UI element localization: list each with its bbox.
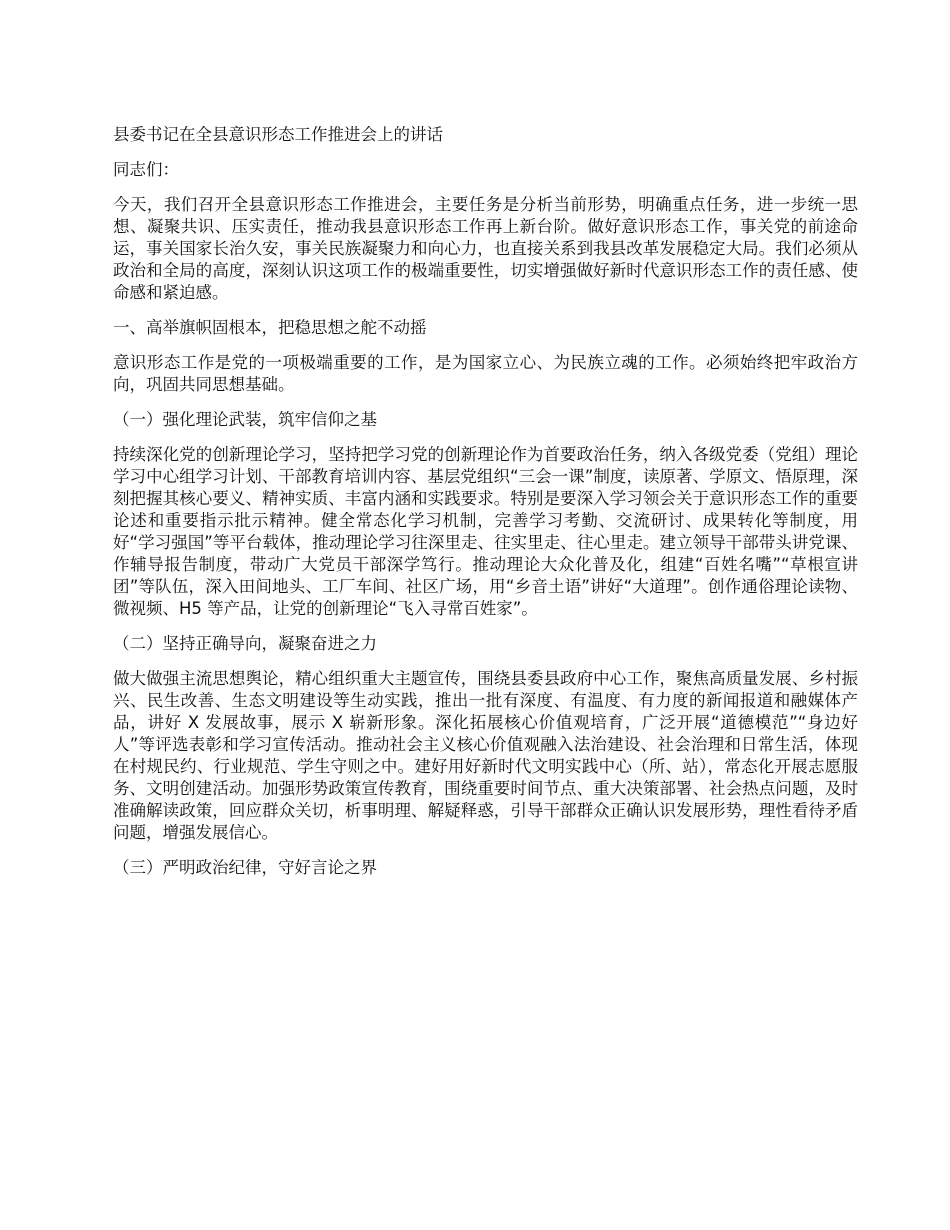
intro-paragraph: 今天，我们召开全县意识形态工作推进会，主要任务是分析当前形势，明确重点任务，进一步统一思想、凝聚共识、压实责任，推动我县意识形态工作再上新台阶。做好意识形态工作，事关党的前途命运，事关国家长治久安，事关民族凝聚力和向心力，也直接关系到我县改革发展稳定大局。我们必须从政治和全局的高度，深刻认识这项工作的极端重要性，切实增强做好新时代意识形态工作的责任感、使命感和紧迫感。 [113, 195, 858, 302]
subsection-heading-3: （三）严明政治纪律，守好言论之界 [113, 858, 377, 877]
document-body [113, 124, 858, 892]
subsection-1-paragraph: 持续深化党的创新理论学习，坚持把学习党的创新理论作为首要政治任务，纳入各级党委（党组）理论学习中心组学习计划、干部教育培训内容、基层党组织“三会一课”制度，读原著、学原文、悟原理，深刻把握其核心要义、精神实质、丰富内涵和实践要求。特别是要深入学习领会关于意识形态工作的重要论述和重要指示批示精神。健全常态化学习机制，完善学习考勤、交流研讨、成果转化等制度，用好“学习强国”等平台载体，推动理论学习往深里走、往实里走、往心里走。建立领导干部带头讲党课、作辅导报告制度，带动广大党员干部深学笃行。推动理论大众化普及化，组建“百姓名嘴”“草根宣讲团”等队伍，深入田间地头、工厂车间、社区广场，用“乡音土语”讲好“大道理”。创作通俗理论读物、微视频、H5 等产品，让党的创新理论“飞入寻常百姓家”。 [113, 445, 858, 618]
section-1-paragraph: 意识形态工作是党的一项极端重要的工作，是为国家立心、为民族立魂的工作。必须始终把牢政治方向，巩固共同思想基础。 [113, 353, 858, 394]
subsection-heading-1: （一）强化理论武装，筑牢信仰之基 [113, 410, 377, 429]
salutation: 同志们： [113, 160, 179, 179]
section-heading-1: 一、高举旗帜固根本，把稳思想之舵不动摇 [113, 318, 427, 337]
subsection-heading-2: （二）坚持正确导向，凝聚奋进之力 [113, 634, 377, 653]
subsection-2-paragraph: 做大做强主流思想舆论，精心组织重大主题宣传，围绕县委县政府中心工作，聚焦高质量发展、乡村振兴、民生改善、生态文明建设等生动实践，推出一批有深度、有温度、有力度的新闻报道和融媒体产品，讲好 X 发展故事，展示 X 崭新形象。深化拓展核心价值观培育，广泛开展“道德模范”“身边好人”等评选表彰和学习宣传活动。推动社会主义核心价值观融入法治建设、社会治理和日常生活，体现在村规民约、行业规范、学生守则之中。建好用好新时代文明实践中心（所、站），常态化开展志愿服务、文明创建活动。加强形势政策宣传教育，围绕重要时间节点、重大决策部署、社会热点问题，及时准确解读政策，回应群众关切，析事明理、解疑释惑，引导干部群众正确认识发展形势，理性看待矛盾问题，增强发展信心。 [113, 669, 858, 842]
document-title: 县委书记在全县意识形态工作推进会上的讲话 [113, 125, 443, 144]
